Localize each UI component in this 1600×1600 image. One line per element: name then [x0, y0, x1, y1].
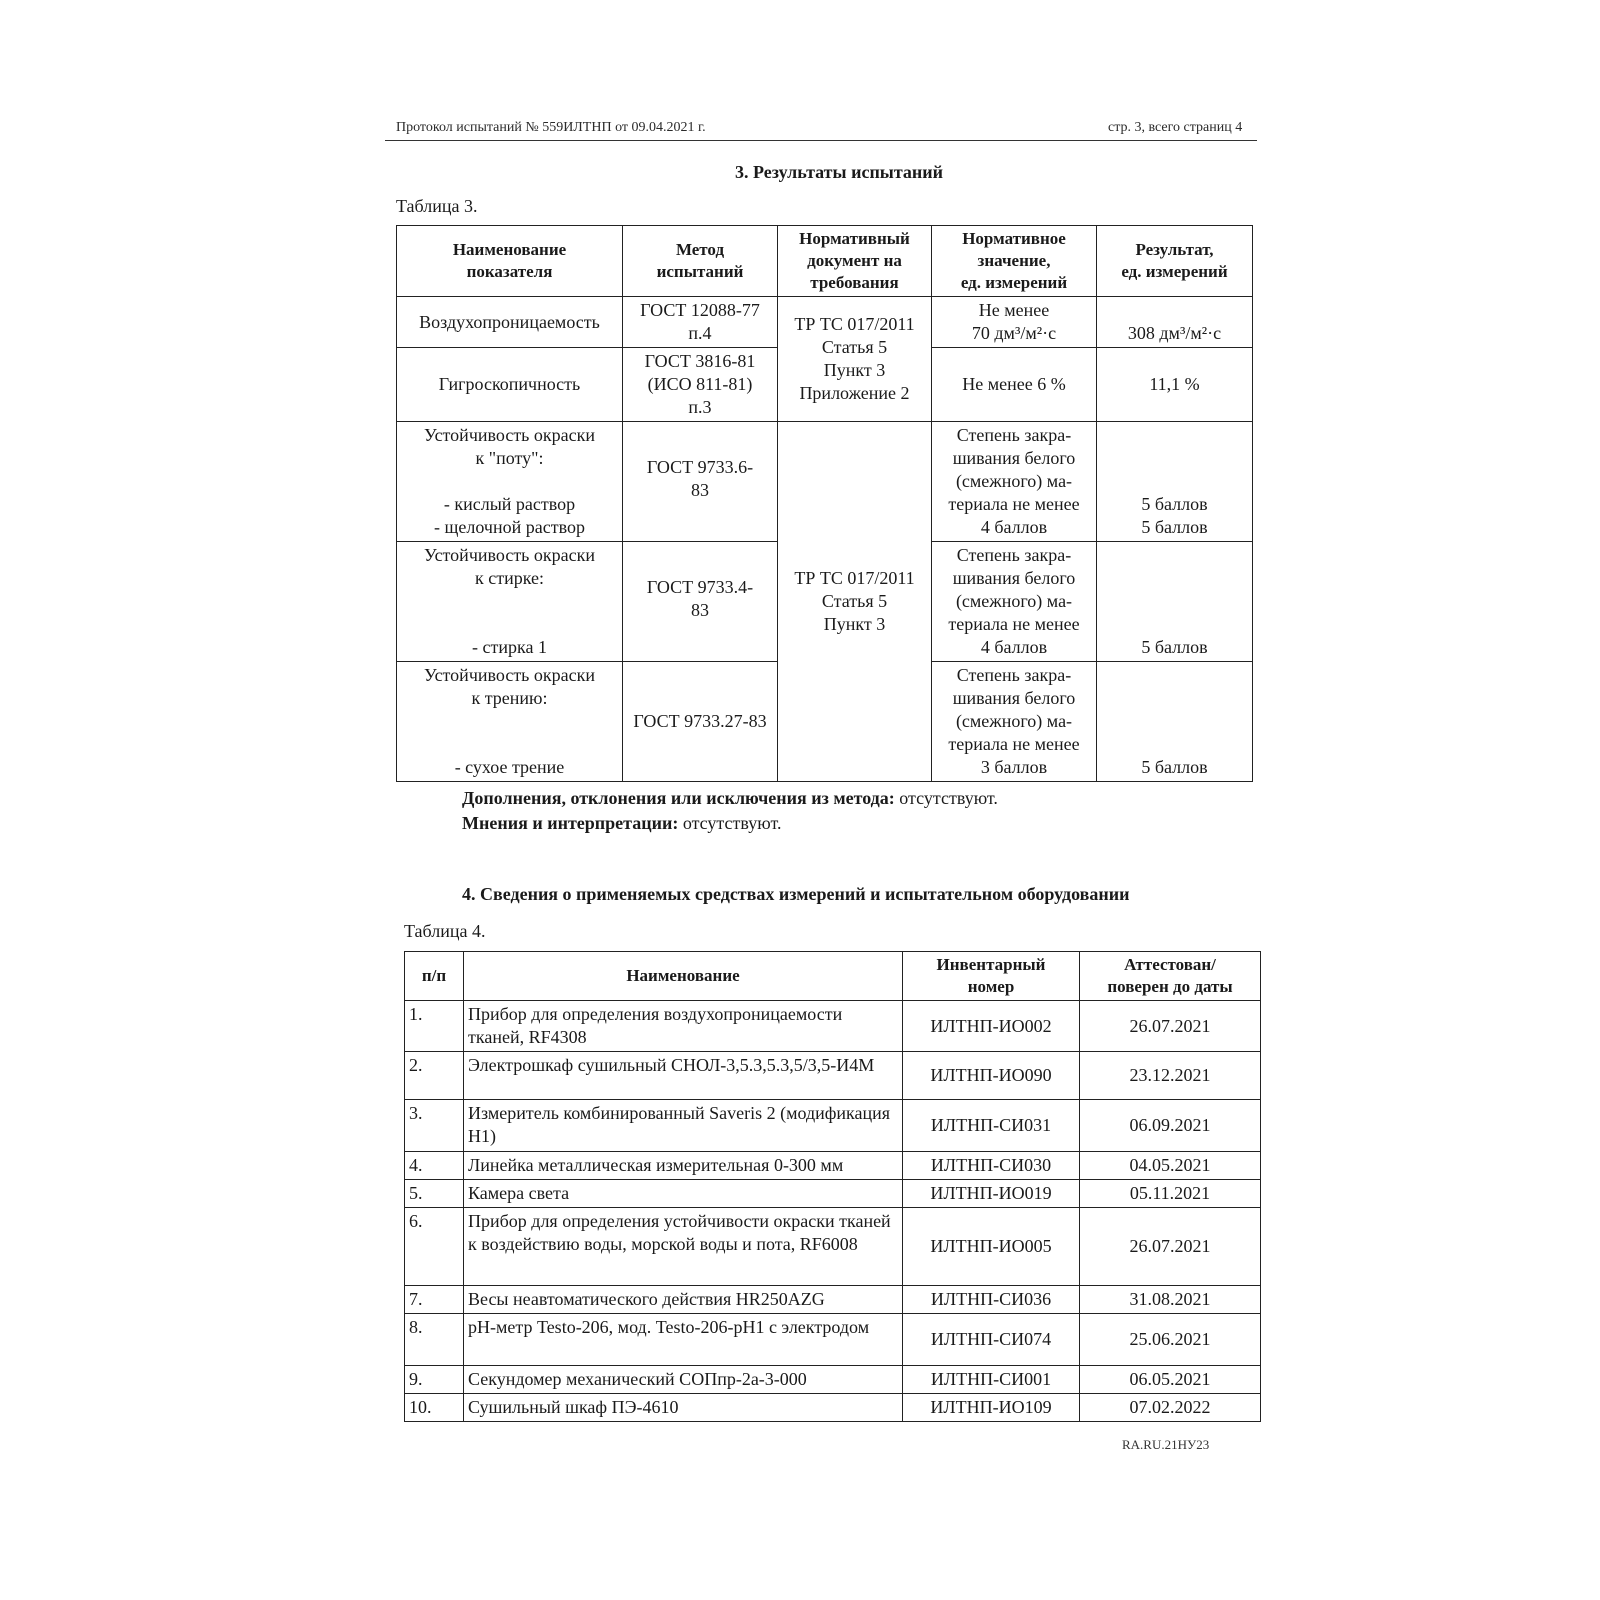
inventory-number: ИЛТНП-ИО005	[903, 1208, 1080, 1286]
table-row	[405, 1100, 1261, 1152]
table-row	[405, 1152, 1261, 1180]
indicator-name: Устойчивость окраски к "поту": - кислый раствор - щелочной раствор	[397, 422, 623, 542]
deviations-value: отсутствуют.	[894, 788, 998, 808]
inventory-number: ИЛТНП-СИ036	[903, 1286, 1080, 1314]
inventory-number: ИЛТНП-СИ031	[903, 1100, 1080, 1152]
row-number: 1.	[405, 1001, 464, 1052]
equipment-name: Электрошкаф сушильный СНОЛ-3,5.3,5.3,5/3,5-И4М	[464, 1052, 903, 1100]
header-cell: Нормативное значение, ед. измерений	[932, 226, 1097, 297]
page-number: стр. 3, всего страниц 4	[1108, 120, 1243, 135]
header-cell: Метод испытаний	[623, 226, 778, 297]
row-number: 4.	[405, 1152, 464, 1180]
test-method: ГОСТ 9733.4- 83	[623, 542, 778, 662]
header-cell: Нормативный документ на требования	[778, 226, 932, 297]
test-method: ГОСТ 3816-81 (ИСО 811-81) п.3	[623, 348, 778, 422]
indicator-name: Устойчивость окраски к стирке: - стирка 1	[397, 542, 623, 662]
normative-value: Степень закра- шивания белого (смежного) ма- териала не менее 4 баллов	[932, 422, 1097, 542]
normative-document: ТР ТС 017/2011 Статья 5 Пункт 3 Приложение 2	[778, 297, 932, 422]
table-row	[405, 1366, 1261, 1394]
inventory-number: ИЛТНП-ИО109	[903, 1394, 1080, 1422]
equipment-name: Секундомер механический СОПпр-2а-3-000	[464, 1366, 903, 1394]
equipment-header-row	[405, 952, 1261, 1001]
table-row	[397, 297, 1253, 348]
notes-block	[462, 786, 998, 836]
normative-value: Степень закра- шивания белого (смежного) ма- териала не менее 4 баллов	[932, 542, 1097, 662]
table-row	[397, 422, 1253, 542]
verification-date: 07.02.2022	[1080, 1394, 1261, 1422]
accreditation-code: RA.RU.21НУ23	[1122, 1437, 1210, 1452]
verification-date: 06.05.2021	[1080, 1366, 1261, 1394]
normative-document: ТР ТС 017/2011 Статья 5 Пункт 3	[778, 422, 932, 782]
equipment-name: Прибор для определения воздухопроницаемости тканей, RF4308	[464, 1001, 903, 1052]
row-number: 2.	[405, 1052, 464, 1100]
table-row	[405, 1314, 1261, 1366]
table4-caption: Таблица 4.	[404, 921, 486, 941]
row-number: 8.	[405, 1314, 464, 1366]
row-number: 9.	[405, 1366, 464, 1394]
result-value: 5 баллов 5 баллов	[1097, 422, 1253, 542]
deviations-label: Дополнения, отклонения или исключения из метода:	[462, 788, 895, 808]
result-value: 5 баллов	[1097, 662, 1253, 782]
deviations-line	[462, 786, 998, 811]
verification-date: 23.12.2021	[1080, 1052, 1261, 1100]
table-row	[405, 1052, 1261, 1100]
normative-value: Не менее 70 дм³/м²·с	[932, 297, 1097, 348]
result-value: 308 дм³/м²·с	[1097, 297, 1253, 348]
equipment-name: pH-метр Testo-206, мод. Testo-206-pH1 с электродом	[464, 1314, 903, 1366]
inventory-number: ИЛТНП-ИО002	[903, 1001, 1080, 1052]
inventory-number: ИЛТНП-СИ030	[903, 1152, 1080, 1180]
equipment-table	[404, 951, 1261, 1422]
inventory-number: ИЛТНП-СИ001	[903, 1366, 1080, 1394]
results-header-row	[397, 226, 1253, 297]
header-divider	[385, 140, 1257, 141]
indicator-name: Воздухопроницаемость	[397, 297, 623, 348]
verification-date: 26.07.2021	[1080, 1208, 1261, 1286]
section3-title: 3. Результаты испытаний	[735, 162, 944, 182]
header-cell: Инвентарный номер	[903, 952, 1080, 1001]
inventory-number: ИЛТНП-ИО090	[903, 1052, 1080, 1100]
header-cell: Аттестован/ поверен до даты	[1080, 952, 1261, 1001]
test-method: ГОСТ 9733.6- 83	[623, 422, 778, 542]
verification-date: 26.07.2021	[1080, 1001, 1261, 1052]
verification-date: 31.08.2021	[1080, 1286, 1261, 1314]
table-row	[405, 1001, 1261, 1052]
opinions-label: Мнения и интерпретации:	[462, 813, 679, 833]
equipment-name: Весы неавтоматического действия HR250AZG	[464, 1286, 903, 1314]
header-cell: Результат, ед. измерений	[1097, 226, 1253, 297]
section4-title: 4. Сведения о применяемых средствах измерений и испытательном оборудовании	[462, 884, 1130, 904]
table-row	[405, 1208, 1261, 1286]
opinions-line	[462, 811, 998, 836]
row-number: 10.	[405, 1394, 464, 1422]
indicator-name: Гигроскопичность	[397, 348, 623, 422]
inventory-number: ИЛТНП-СИ074	[903, 1314, 1080, 1366]
verification-date: 25.06.2021	[1080, 1314, 1261, 1366]
table-row	[405, 1180, 1261, 1208]
indicator-name: Устойчивость окраски к трению: - сухое трение	[397, 662, 623, 782]
header-cell: п/п	[405, 952, 464, 1001]
row-number: 5.	[405, 1180, 464, 1208]
equipment-name: Измеритель комбинированный Saveris 2 (модификация Н1)	[464, 1100, 903, 1152]
table-row	[405, 1286, 1261, 1314]
result-value: 5 баллов	[1097, 542, 1253, 662]
header-cell: Наименование	[464, 952, 903, 1001]
equipment-name: Прибор для определения устойчивости окраски тканей к воздействию воды, морской воды и пота, RF6008	[464, 1208, 903, 1286]
row-number: 3.	[405, 1100, 464, 1152]
inventory-number: ИЛТНП-ИО019	[903, 1180, 1080, 1208]
test-method: ГОСТ 12088-77 п.4	[623, 297, 778, 348]
equipment-name: Линейка металлическая измерительная 0-300 мм	[464, 1152, 903, 1180]
header-cell: Наименование показателя	[397, 226, 623, 297]
row-number: 6.	[405, 1208, 464, 1286]
verification-date: 05.11.2021	[1080, 1180, 1261, 1208]
normative-value: Не менее 6 %	[932, 348, 1097, 422]
protocol-header-title: Протокол испытаний № 559ИЛТНП от 09.04.2021 г.	[396, 120, 706, 135]
row-number: 7.	[405, 1286, 464, 1314]
verification-date: 06.09.2021	[1080, 1100, 1261, 1152]
result-value: 11,1 %	[1097, 348, 1253, 422]
normative-value: Степень закра- шивания белого (смежного) ма- териала не менее 3 баллов	[932, 662, 1097, 782]
results-table	[396, 225, 1253, 782]
opinions-value: отсутствуют.	[678, 813, 782, 833]
table3-caption: Таблица 3.	[396, 196, 478, 216]
test-method: ГОСТ 9733.27-83	[623, 662, 778, 782]
equipment-name: Камера света	[464, 1180, 903, 1208]
table-row	[405, 1394, 1261, 1422]
verification-date: 04.05.2021	[1080, 1152, 1261, 1180]
equipment-name: Сушильный шкаф ПЭ-4610	[464, 1394, 903, 1422]
